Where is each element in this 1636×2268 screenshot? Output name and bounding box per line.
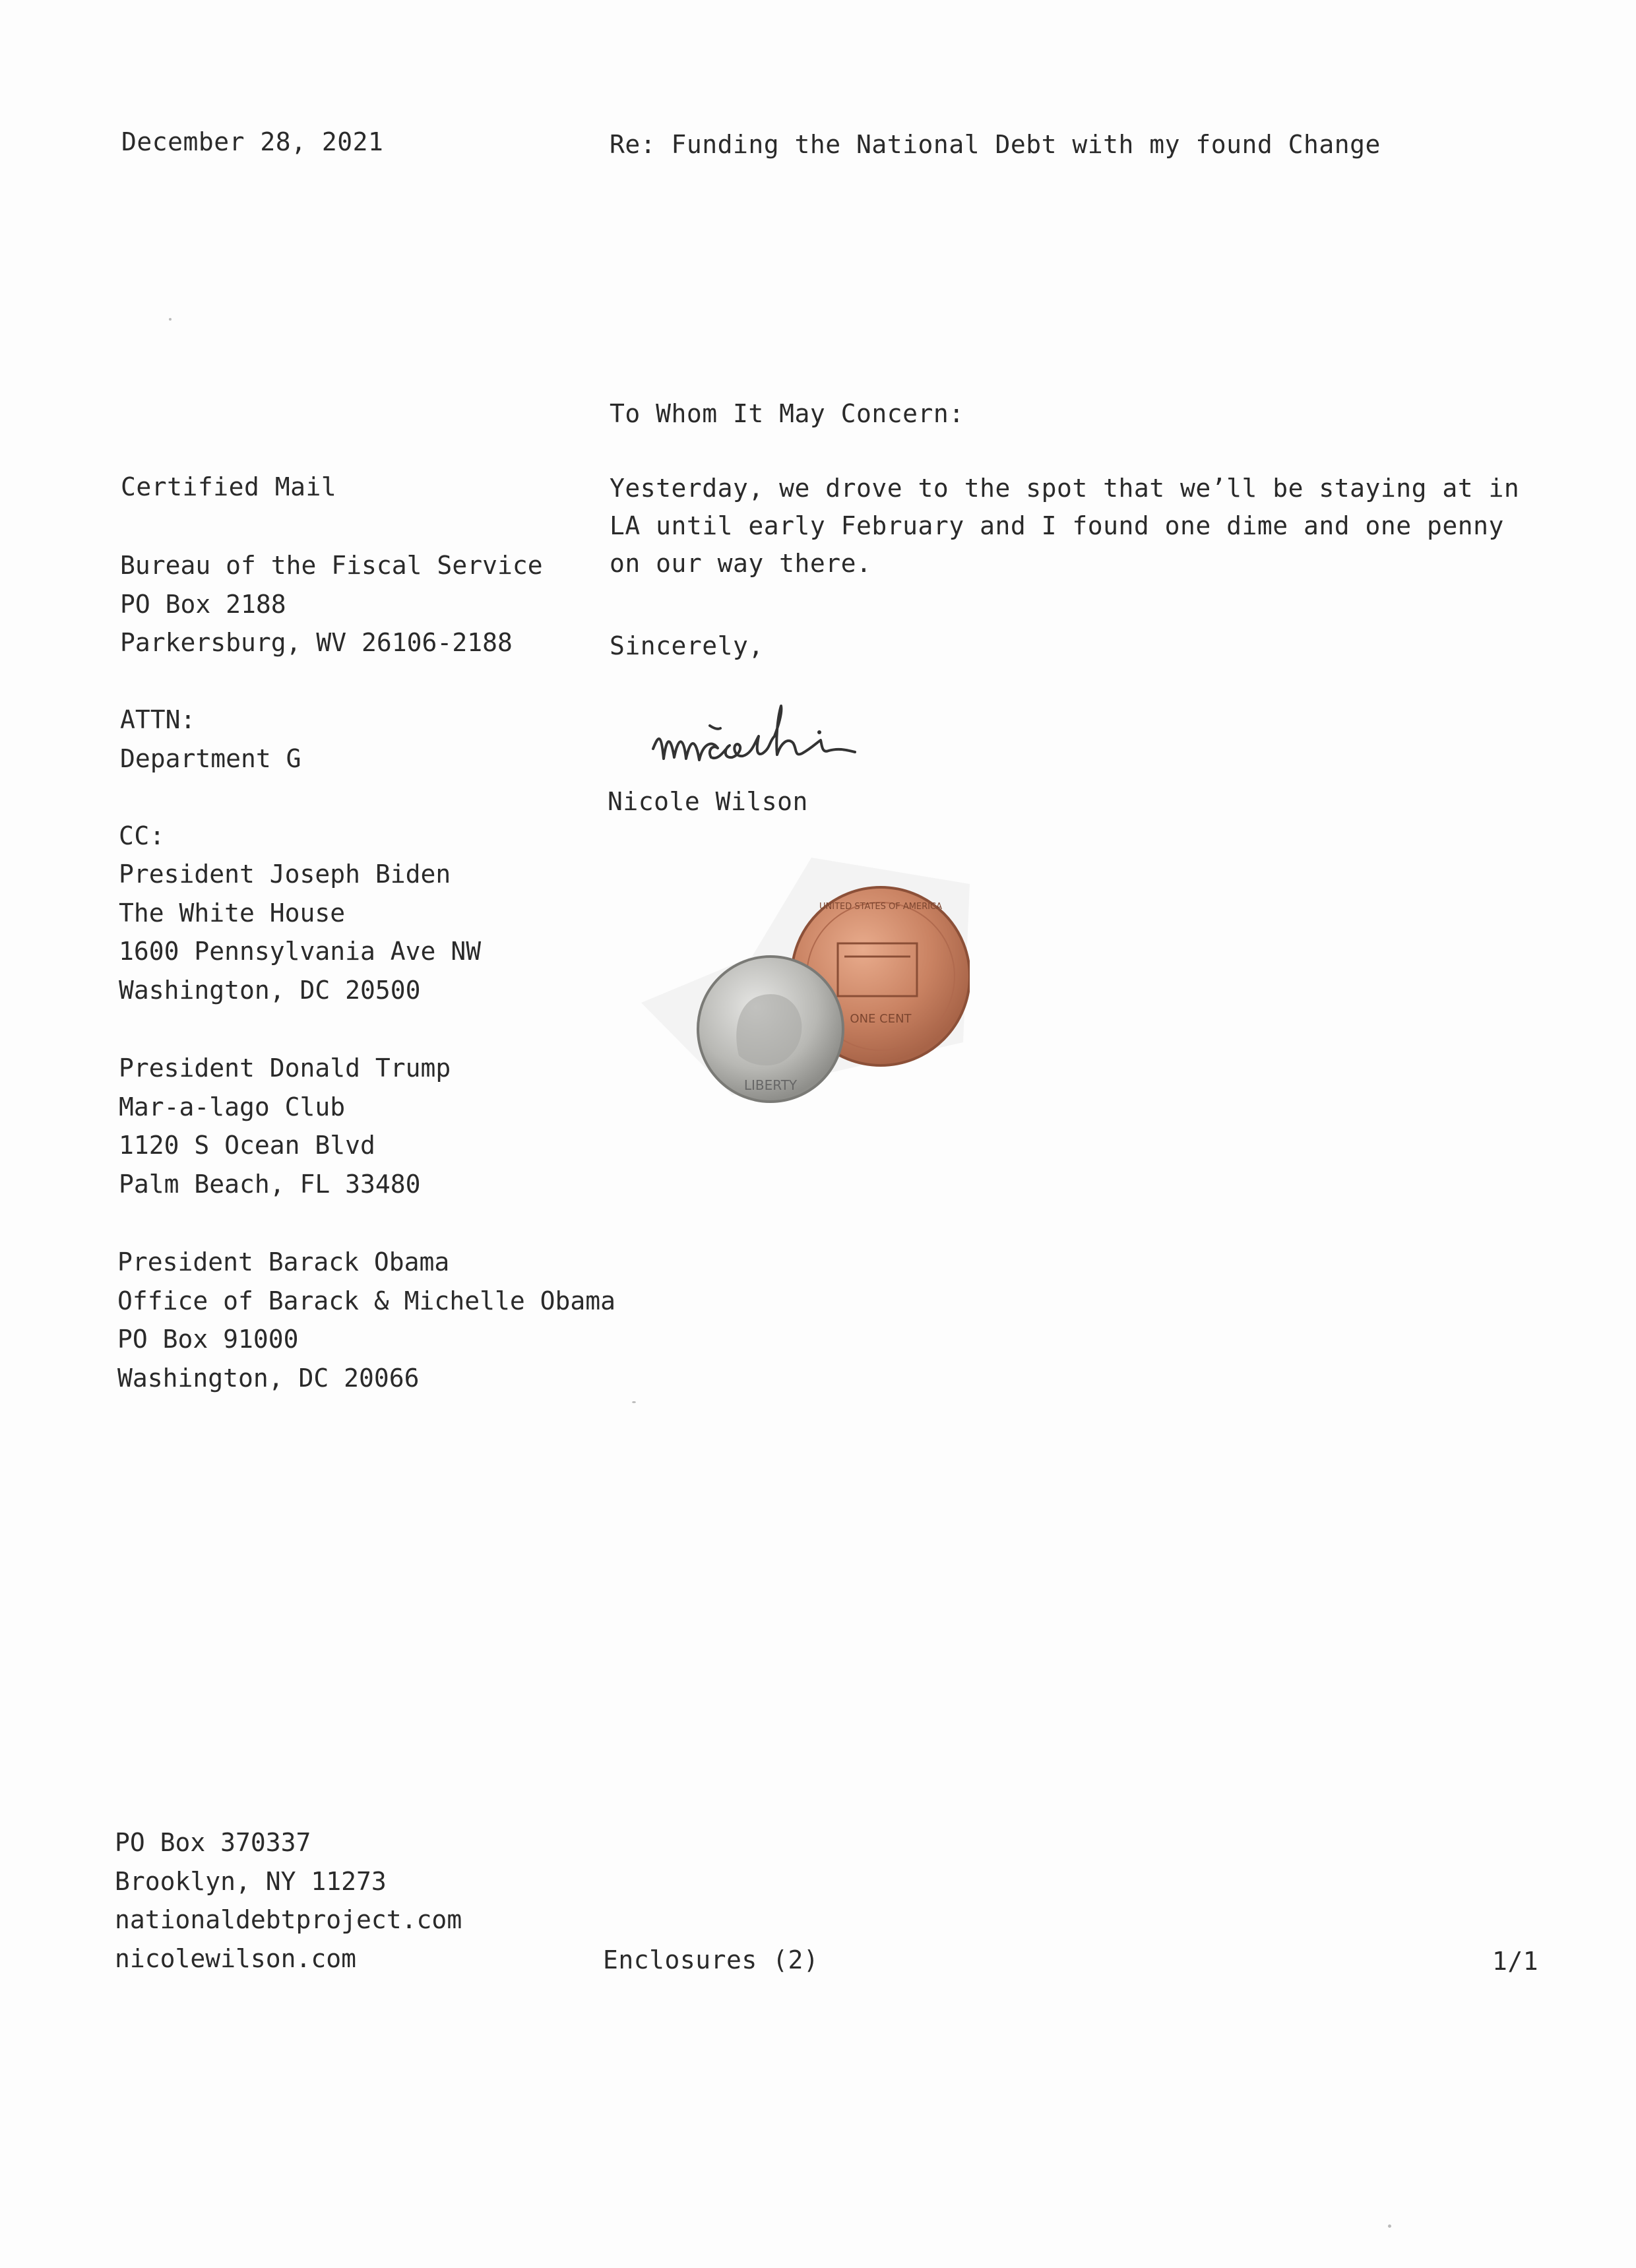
- sender-line: PO Box 370337: [115, 1828, 311, 1857]
- address-line: Palm Beach, FL 33480: [119, 1169, 421, 1199]
- address-line: 1120 S Ocean Blvd: [119, 1131, 375, 1160]
- address-line: President Joseph Biden: [119, 860, 451, 889]
- sender-block: [115, 1823, 462, 1978]
- signature-image: [646, 679, 963, 785]
- cc-biden-block: [119, 855, 481, 1009]
- coins-photo: [640, 858, 970, 1135]
- addressee-block: [120, 546, 543, 662]
- enclosures-note: Enclosures (2): [603, 1945, 819, 1974]
- address-line: Washington, DC 20066: [117, 1363, 420, 1393]
- address-line: President Donald Trump: [119, 1054, 451, 1083]
- cc-label: CC:: [119, 821, 166, 850]
- address-line: PO Box 91000: [117, 1325, 299, 1354]
- cc-obama-block: [117, 1243, 615, 1397]
- closing: Sincerely,: [610, 631, 764, 660]
- cc-trump-block: [119, 1049, 451, 1203]
- address-line: Mar-a-lago Club: [119, 1092, 346, 1121]
- sender-line: Brooklyn, NY 11273: [115, 1866, 387, 1896]
- penny-denomination: ONE CENT: [850, 1012, 912, 1026]
- address-line: 1600 Pennsylvania Ave NW: [119, 937, 482, 966]
- address-line: The White House: [119, 898, 346, 928]
- sender-website: nationaldebtproject.com: [115, 1905, 462, 1934]
- address-line: Parkersburg, WV 26106-2188: [120, 628, 513, 657]
- letter-body: Yesterday, we drove to the spot that we’ll be staying at in LA until early February and I found one dime and one penny on our way there.: [610, 474, 1520, 578]
- mail-type: Certified Mail: [121, 472, 337, 501]
- attn-block: [120, 701, 301, 778]
- salutation: To Whom It May Concern:: [610, 399, 964, 428]
- paper-speck: [169, 318, 172, 321]
- paper-speck: [1388, 2224, 1391, 2228]
- address-line: Washington, DC 20500: [119, 975, 421, 1005]
- address-line: President Barack Obama: [117, 1247, 450, 1276]
- letter-subject: Re: Funding the National Debt with my found Change: [610, 130, 1381, 159]
- address-line: PO Box 2188: [120, 589, 286, 619]
- address-line: Bureau of the Fiscal Service: [120, 551, 543, 580]
- attn-department: Department G: [120, 743, 301, 773]
- letter-date: December 28, 2021: [121, 127, 384, 156]
- signer-name: Nicole Wilson: [608, 787, 808, 816]
- sender-website: nicolewilson.com: [115, 1943, 357, 1973]
- paper-speck: [632, 1401, 636, 1403]
- page-number: 1/1: [1492, 1947, 1539, 1976]
- penny-legend: UNITED STATES OF AMERICA: [819, 902, 942, 912]
- address-line: Office of Barack & Michelle Obama: [117, 1286, 615, 1315]
- dime-legend: LIBERTY: [743, 1077, 798, 1093]
- attn-label: ATTN:: [120, 705, 196, 734]
